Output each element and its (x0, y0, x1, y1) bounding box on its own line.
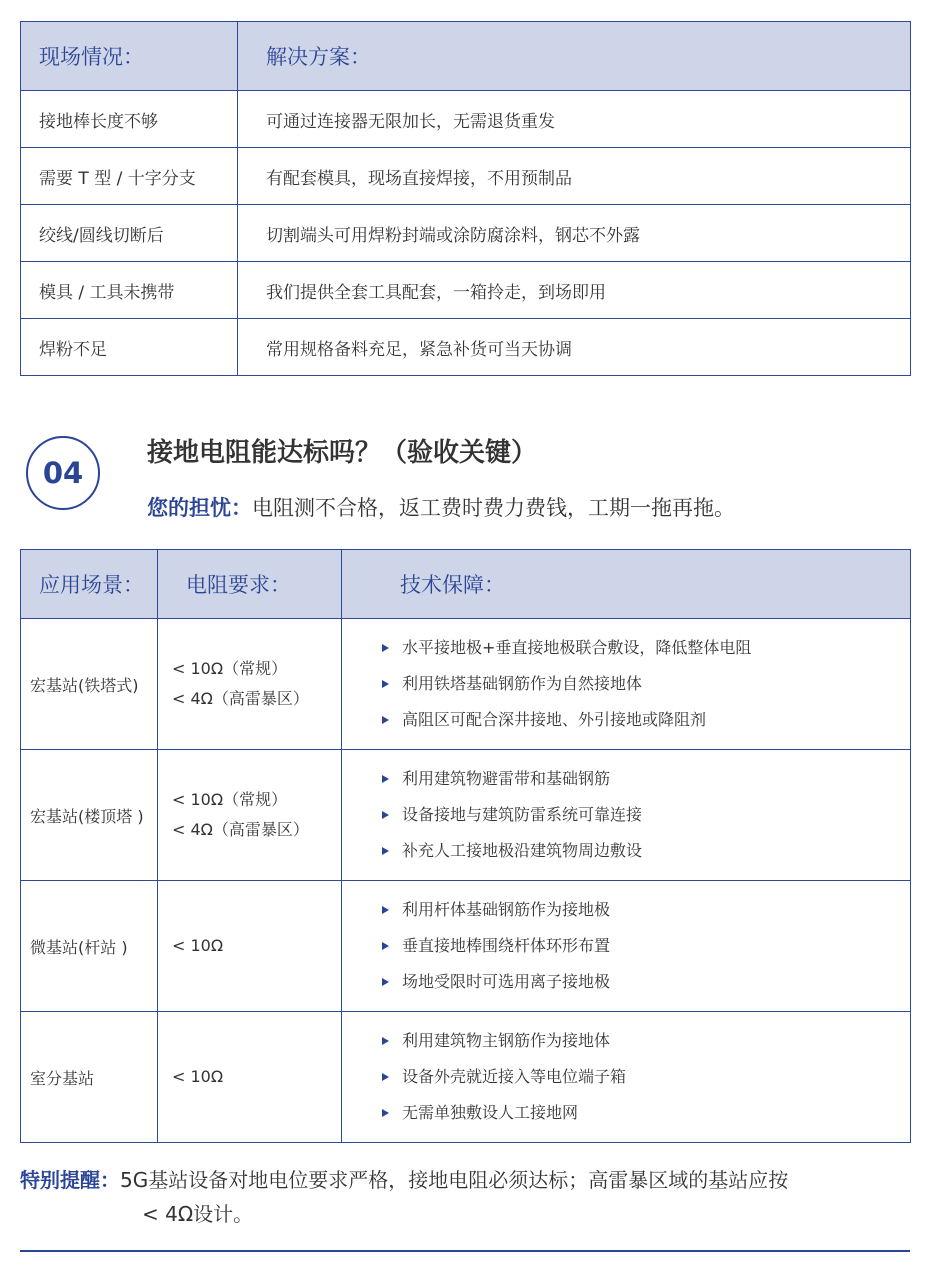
solution-cell: 有配套模具，现场直接焊接，不用预制品 (238, 148, 911, 205)
solution-cell: 可通过连接器无限加长，无需退货重发 (238, 91, 911, 148)
requirement-cell (158, 619, 342, 750)
bottom-divider (20, 1250, 910, 1252)
requirement-line: < 10Ω (172, 936, 224, 955)
concern-text: 电阻测不合格，返工费时费力费钱，工期一拖再拖。 (252, 496, 735, 520)
list-item (380, 702, 910, 738)
bullet-triangle-icon (382, 978, 389, 986)
bullet-triangle-icon (382, 942, 389, 950)
table-row (21, 319, 911, 376)
section-title: 接地电阻能达标吗？（验收关键） (147, 438, 538, 468)
requirement-line: < 10Ω（常规） (172, 790, 288, 809)
troubleshooting-table (20, 21, 911, 376)
special-reminder (20, 1163, 910, 1231)
header-solution: 解决方案： (238, 22, 911, 91)
list-item (380, 797, 910, 833)
reminder-text-line1: 5G基站设备对地电位要求严格，接地电阻必须达标；高雷暴区域的基站应按 (120, 1168, 789, 1192)
requirement-cell (158, 1012, 342, 1143)
tech-cell (342, 750, 911, 881)
tech-text: 无需单独敷设人工接地网 (402, 1103, 579, 1122)
table-row (21, 262, 911, 319)
bullet-triangle-icon (382, 680, 389, 688)
list-item (380, 833, 910, 869)
situation-cell: 模具 / 工具未携带 (21, 262, 238, 319)
list-item (380, 892, 910, 928)
tech-cell (342, 881, 911, 1012)
tech-text: 高阻区可配合深井接地、外引接地或降阻剂 (402, 710, 707, 729)
situation-cell: 绞线/圆线切断后 (21, 205, 238, 262)
list-item (380, 761, 910, 797)
requirement-line: < 10Ω（常规） (172, 659, 288, 678)
tech-text: 利用铁塔基础钢筋作为自然接地体 (402, 674, 643, 693)
bullet-triangle-icon (382, 847, 389, 855)
list-item (380, 1095, 910, 1131)
tech-cell (342, 1012, 911, 1143)
scene-cell: 微基站(杆站 ) (21, 881, 158, 1012)
bullet-triangle-icon (382, 1109, 389, 1117)
list-item (380, 928, 910, 964)
table-header-row (21, 550, 911, 619)
table-row (21, 1012, 911, 1143)
bullet-triangle-icon (382, 811, 389, 819)
requirement-line: < 4Ω（高雷暴区） (172, 689, 309, 708)
header-situation: 现场情况： (21, 22, 238, 91)
scene-cell: 宏基站(铁塔式) (21, 619, 158, 750)
table-row (21, 205, 911, 262)
requirement-line: < 10Ω (172, 1067, 224, 1086)
header-scene: 应用场景： (21, 550, 158, 619)
bullet-triangle-icon (382, 1037, 389, 1045)
header-requirement: 电阻要求： (158, 550, 342, 619)
scene-cell: 宏基站(楼顶塔 ) (21, 750, 158, 881)
requirement-line: < 4Ω（高雷暴区） (172, 820, 309, 839)
section-number-badge: 04 (26, 436, 100, 510)
table-row (21, 148, 911, 205)
tech-text: 水平接地极+垂直接地极联合敷设，降低整体电阻 (402, 638, 752, 657)
bullet-triangle-icon (382, 775, 389, 783)
table-header-row (21, 22, 911, 91)
bullet-triangle-icon (382, 716, 389, 724)
table-row (21, 750, 911, 881)
reminder-label: 特别提醒： (20, 1168, 120, 1192)
scene-cell: 室分基站 (21, 1012, 158, 1143)
tech-text: 设备外壳就近接入等电位端子箱 (402, 1067, 627, 1086)
resistance-table (20, 549, 911, 1143)
tech-text: 场地受限时可选用离子接地极 (402, 972, 611, 991)
solution-cell: 常用规格备料充足，紧急补货可当天协调 (238, 319, 911, 376)
tech-text: 利用建筑物避雷带和基础钢筋 (402, 769, 611, 788)
bullet-triangle-icon (382, 1073, 389, 1081)
tech-text: 补充人工接地极沿建筑物周边敷设 (402, 841, 643, 860)
reminder-text-line2: < 4Ω设计。 (142, 1202, 254, 1226)
tech-text: 利用建筑物主钢筋作为接地体 (402, 1031, 611, 1050)
situation-cell: 接地棒长度不够 (21, 91, 238, 148)
concern-label: 您的担忧： (147, 496, 252, 520)
list-item (380, 1023, 910, 1059)
list-item (380, 1059, 910, 1095)
situation-cell: 需要 T 型 / 十字分支 (21, 148, 238, 205)
tech-text: 设备接地与建筑防雷系统可靠连接 (402, 805, 643, 824)
requirement-cell (158, 750, 342, 881)
tech-text: 利用杆体基础钢筋作为接地极 (402, 900, 611, 919)
bullet-triangle-icon (382, 906, 389, 914)
header-tech: 技术保障： (342, 550, 911, 619)
bullet-triangle-icon (382, 644, 389, 652)
table-row (21, 91, 911, 148)
tech-text: 垂直接地棒围绕杆体环形布置 (402, 936, 611, 955)
tech-cell (342, 619, 911, 750)
list-item (380, 666, 910, 702)
table-row (21, 619, 911, 750)
requirement-cell (158, 881, 342, 1012)
section-concern (147, 492, 735, 522)
list-item (380, 964, 910, 1000)
situation-cell: 焊粉不足 (21, 319, 238, 376)
solution-cell: 切割端头可用焊粉封端或涂防腐涂料，钢芯不外露 (238, 205, 911, 262)
list-item (380, 630, 910, 666)
solution-cell: 我们提供全套工具配套，一箱拎走，到场即用 (238, 262, 911, 319)
table-row (21, 881, 911, 1012)
